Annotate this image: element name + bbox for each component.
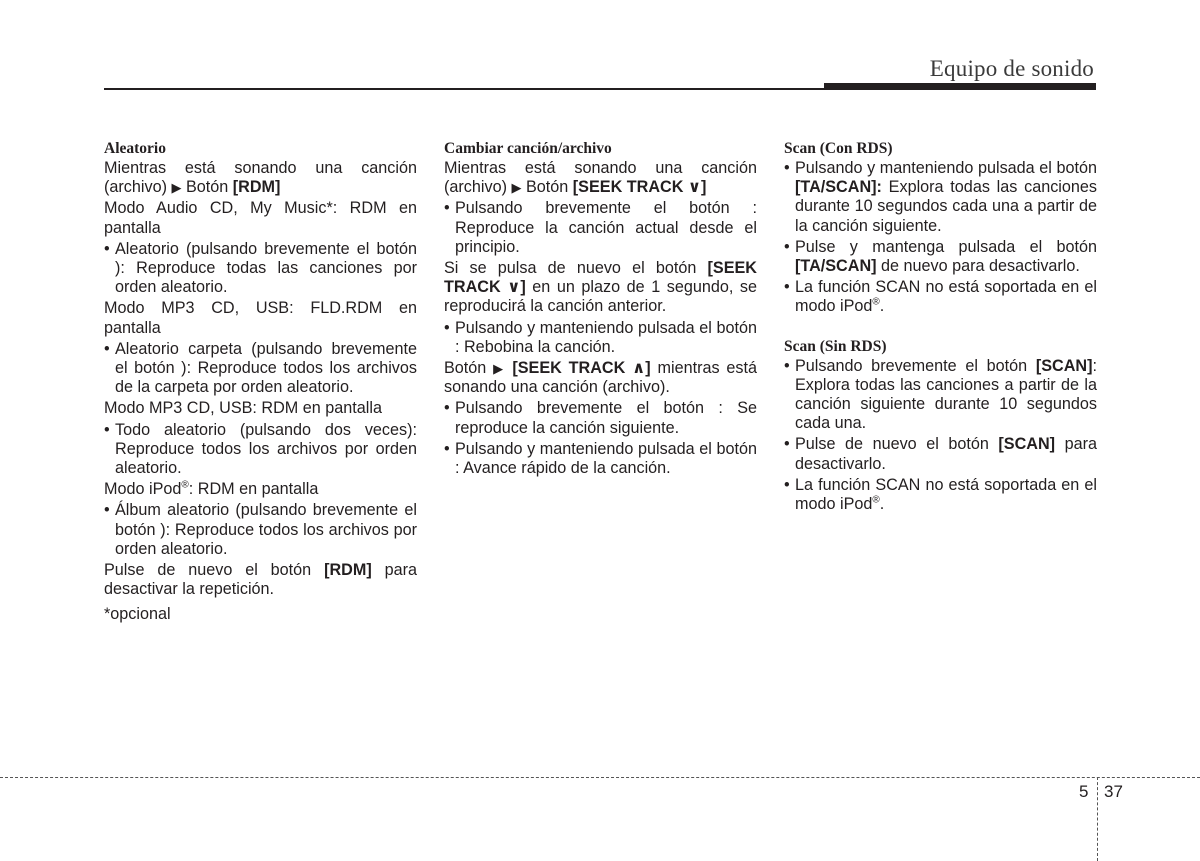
list-item: [444, 399, 757, 437]
bullet: •: [104, 501, 110, 520]
section-number: 5: [1079, 782, 1089, 801]
registered-mark: ®: [181, 479, 189, 491]
text: La función SCAN no está soportada en el modo iPod: [795, 475, 1097, 514]
list-item-text: [795, 476, 1097, 514]
list-item: [104, 501, 417, 559]
bullet: •: [104, 239, 110, 258]
section-heading-cambiar-cancion: Cambiar canción/archivo: [444, 140, 612, 157]
paragraph: Modo MP3 CD, USB: RDM en pantalla: [104, 399, 382, 418]
text: para desactivar la repetición.: [104, 561, 417, 599]
paragraph: Modo MP3 CD, USB: FLD.RDM en pantalla: [104, 299, 417, 337]
text: Pulse y mantenga pulsada el botón: [795, 237, 1097, 256]
text: mientras está sonando una canción (archivo).: [444, 359, 757, 397]
button-label-rdm: [RDM]: [324, 561, 372, 580]
column-cambiar-cancion: [444, 139, 757, 480]
text: La función SCAN no está soportada en el modo iPod: [795, 278, 1097, 316]
button-label-seek-track-down: [SEEK TRACK ∨]: [444, 259, 757, 297]
button-label-rdm: [RDM]: [232, 178, 281, 197]
text: de nuevo para desactivarlo.: [876, 257, 1080, 276]
text: : Explora todas las canciones a partir de la canción siguiente durante 10 segundos cada una.: [795, 356, 1097, 433]
text: Si se pulsa de nuevo el botón: [444, 259, 708, 278]
page-number: 37: [1104, 782, 1123, 801]
paragraph: Modo Audio CD, My Music*: RDM en pantalla: [104, 199, 417, 237]
bullet: •: [784, 237, 790, 256]
text: Explora todas las canciones durante 10 segundos cada una a partir de la canción siguiente.: [795, 178, 1097, 235]
bullet: •: [784, 278, 790, 297]
list-item-text: [795, 238, 1097, 276]
section-heading-aleatorio: Aleatorio: [104, 140, 166, 157]
list-item: [104, 240, 417, 298]
play-arrow-icon: ▶: [493, 361, 506, 377]
text: Mientras está sonando una canción (archivo): [444, 159, 757, 197]
bullet: •: [444, 318, 450, 337]
bullet: •: [444, 439, 450, 458]
column-aleatorio: [104, 139, 417, 627]
list-item-text: Pulsando y manteniendo pulsada el botón : Avance rápido de la canción.: [455, 439, 757, 478]
paragraph: [104, 480, 417, 499]
text: : RDM en pantalla: [188, 480, 319, 499]
bullet: •: [784, 475, 790, 494]
list-item: [104, 340, 417, 398]
registered-mark: ®: [872, 494, 880, 506]
paragraph: [104, 561, 417, 599]
text: Botón: [444, 359, 494, 378]
list-item-text: Pulsando brevemente el botón : Se reproduce la canción siguiente.: [455, 399, 757, 437]
list-item-text: [795, 357, 1097, 434]
bullet: •: [784, 159, 790, 177]
list-item-text: Pulsando brevemente el botón : Reproduce la canción actual desde el principio.: [455, 199, 757, 256]
text: Pulse de nuevo el botón: [795, 435, 999, 454]
button-label-seek-track-down: [SEEK TRACK ∨]: [572, 178, 707, 197]
bullet: •: [444, 399, 450, 418]
text: Pulse de nuevo el botón: [104, 561, 325, 580]
list-item: [784, 357, 1097, 434]
section-heading-scan-sin-rds: Scan (Sin RDS): [784, 337, 887, 355]
button-label-ta-scan: [TA/SCAN]:: [795, 178, 882, 197]
bullet: •: [104, 420, 110, 439]
list-item-text: Pulsando y manteniendo pulsada el botón : Rebobina la canción.: [455, 318, 757, 356]
text: para desactivarlo.: [795, 435, 1097, 473]
header-rule-accent: [824, 83, 1096, 90]
footer-dashed-divider: [1097, 777, 1098, 861]
button-label-ta-scan: [TA/SCAN]: [795, 257, 877, 276]
list-item: [784, 159, 1097, 236]
paragraph: [444, 259, 757, 317]
text: .: [879, 495, 885, 514]
footer-dashed-rule: [0, 777, 1200, 778]
list-item: [784, 278, 1097, 316]
header-rule: [104, 88, 824, 90]
bullet: •: [784, 435, 790, 454]
text: Modo iPod: [104, 480, 182, 499]
button-label-scan: [SCAN]: [998, 435, 1056, 454]
footnote-optional: *opcional: [104, 605, 171, 624]
paragraph: [444, 159, 757, 197]
list-item: [784, 476, 1097, 514]
paragraph: [104, 159, 417, 197]
text: Pulsando y manteniendo pulsada el botón: [795, 159, 1097, 177]
list-item: [444, 319, 757, 357]
button-label-scan: [SCAN]: [1035, 356, 1093, 375]
list-item-text: [795, 278, 1097, 316]
list-item: [444, 199, 757, 257]
bullet: •: [444, 199, 450, 218]
list-item: [104, 421, 417, 479]
list-item-text: Álbum aleatorio (pulsando brevemente el botón ): Reproduce todos los archivos por orden aleatorio.: [115, 501, 417, 558]
list-item: [444, 440, 757, 478]
play-arrow-icon: ▶: [511, 180, 522, 196]
text: Botón: [181, 178, 233, 197]
text: .: [879, 297, 885, 316]
list-item: [784, 435, 1097, 473]
list-item-text: Aleatorio carpeta (pulsando brevemente el botón ): Reproduce todos los archivos de la carpeta por orden aleatorio.: [115, 339, 417, 397]
registered-mark: ®: [872, 297, 880, 309]
text: Botón: [521, 178, 573, 197]
text: Pulsando brevemente el botón: [795, 356, 1036, 375]
list-item-text: Todo aleatorio (pulsando dos veces): Reproduce todos los archivos por orden aleatorio.: [115, 420, 417, 478]
list-item-text: [795, 159, 1097, 236]
list-item-text: Aleatorio (pulsando brevemente el botón ): Reproduce todas las canciones por orden aleatorio.: [115, 239, 417, 297]
button-label-seek-track-up: [SEEK TRACK ∧]: [512, 359, 651, 378]
column-scan: [784, 139, 1097, 516]
text: Mientras está sonando una canción (archivo): [104, 159, 417, 197]
text: en un plazo de 1 segundo, se reproducirá la canción anterior.: [444, 278, 757, 316]
bullet: •: [784, 356, 790, 375]
bullet: •: [104, 339, 110, 358]
page-header-title: Equipo de sonido: [929, 56, 1094, 81]
play-arrow-icon: ▶: [171, 180, 182, 196]
section-heading-scan-con-rds: Scan (Con RDS): [784, 140, 893, 157]
list-item: [784, 238, 1097, 276]
paragraph: [444, 359, 757, 397]
list-item-text: [795, 435, 1097, 473]
